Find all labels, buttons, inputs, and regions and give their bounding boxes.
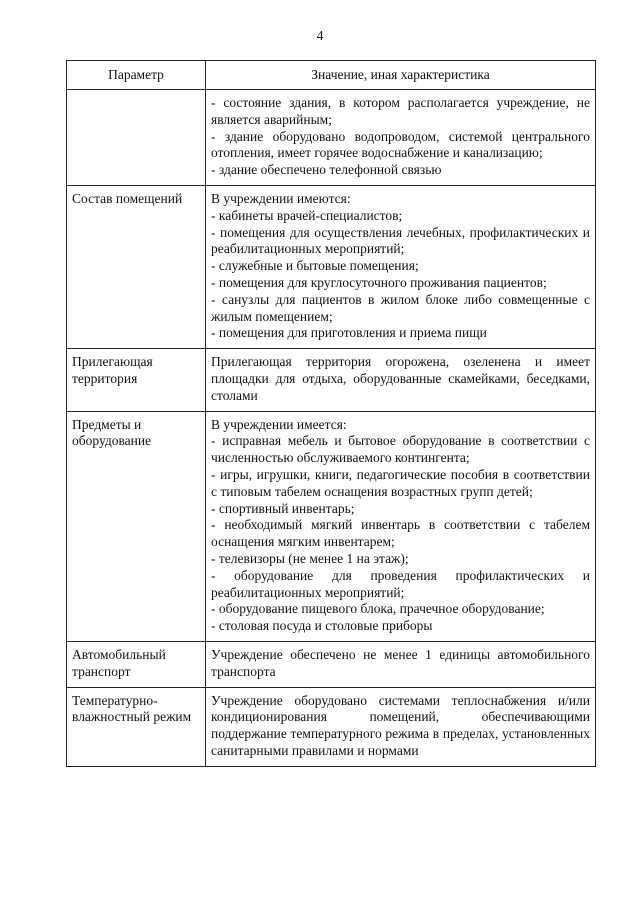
table-row (67, 687, 596, 766)
table-row (67, 185, 596, 348)
value-line: - столовая посуда и столовые приборы (211, 618, 433, 634)
parameter-cell: Предметы и оборудование (67, 411, 206, 641)
value-line: Прилегающая территория огорожена, озеленена и имеет площадки для отдыха, оборудованные скамейками, беседками, столами (211, 354, 590, 403)
table-row (67, 349, 596, 411)
parameter-cell: Температурно-влажностный режим (67, 687, 206, 766)
value-line: - необходимый мягкий инвентарь в соответствии с табелем оснащения мягким инвентарем; (211, 517, 590, 550)
column-header-parameter: Параметр (67, 61, 206, 90)
table-header-row (67, 61, 596, 90)
value-line: - оборудование пищевого блока, прачечное оборудование; (211, 601, 545, 617)
table-row (67, 411, 596, 641)
parameter-cell: Состав помещений (67, 185, 206, 348)
value-cell (206, 687, 596, 766)
value-cell (206, 411, 596, 641)
parameter-cell (67, 90, 206, 186)
value-line: - исправная мебель и бытовое оборудование в соответствии с численностью обслуживаемого контингента; (211, 433, 590, 466)
value-cell (206, 349, 596, 411)
value-line: Учреждение оборудовано системами теплоснабжения и/или кондиционирования помещений, обеспечивающими поддержание температурного режима в пределах, установленных санитарными правилами и нормами (211, 692, 590, 758)
parameter-cell: Автомобильный транспорт (67, 641, 206, 687)
value-line: - игры, игрушки, книги, педагогические пособия в соответствии с типовым табелем оснащения возрастных групп детей; (211, 466, 590, 499)
value-line: - оборудование для проведения профилактических и реабилитационных мероприятий; (211, 567, 590, 600)
value-line: - помещения для осуществления лечебных, профилактических и реабилитационных мероприятий; (211, 224, 590, 257)
value-line: - помещения для приготовления и приема пищи (211, 325, 487, 341)
table-row (67, 90, 596, 186)
parameters-table (66, 60, 596, 767)
value-line: В учреждении имеются: (211, 190, 351, 206)
value-cell (206, 90, 596, 186)
value-cell (206, 641, 596, 687)
page-number: 4 (316, 29, 324, 44)
value-line: - состояние здания, в котором располагается учреждение, не является аварийным; (211, 95, 590, 127)
value-cell (206, 185, 596, 348)
table-row (67, 641, 596, 687)
value-line: - служебные и бытовые помещения; (211, 258, 419, 274)
value-line: В учреждении имеется: (211, 416, 347, 432)
value-line: - помещения для круглосуточного проживания пациентов; (211, 274, 547, 290)
value-line: Учреждение обеспечено не менее 1 единицы автомобильного транспорта (211, 646, 590, 679)
value-line: - кабинеты врачей-специалистов; (211, 207, 403, 223)
value-line: - спортивный инвентарь; (211, 500, 355, 516)
column-header-value: Значение, иная характеристика (206, 61, 596, 90)
value-line: - здание обеспечено телефонной связью (211, 162, 442, 178)
parameter-cell: Прилегающая территория (67, 349, 206, 411)
value-line: - здание оборудовано водопроводом, системой центрального отопления, имеет горячее водоснабжение и канализацию; (211, 128, 590, 161)
value-line: - санузлы для пациентов в жилом блоке либо совмещенные с жилым помещением; (211, 291, 590, 324)
value-line: - телевизоры (не менее 1 на этаж); (211, 550, 409, 566)
